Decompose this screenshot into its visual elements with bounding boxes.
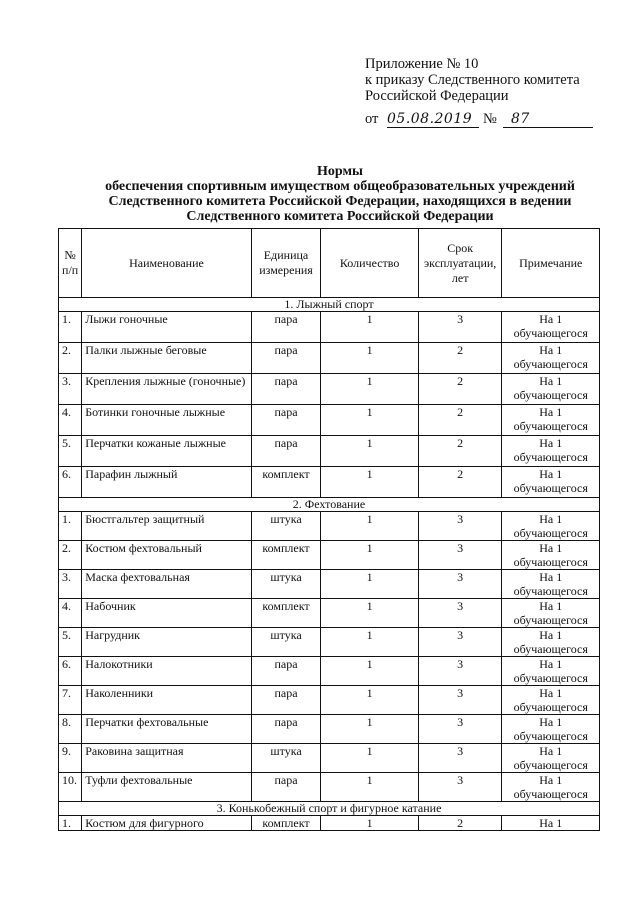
cell-num: 1.	[59, 816, 82, 831]
cell-life: 3	[418, 744, 502, 773]
cell-num: 4.	[59, 599, 82, 628]
cell-note: На 1 обучающегося	[502, 512, 600, 541]
table-row	[59, 541, 600, 570]
cell-qty: 1	[321, 405, 419, 436]
cell-num: 3.	[59, 374, 82, 405]
cell-note: На 1 обучающегося	[502, 715, 600, 744]
cell-qty: 1	[321, 467, 419, 498]
cell-num: 7.	[59, 686, 82, 715]
norms-table	[58, 228, 600, 831]
table-row	[59, 628, 600, 657]
table-row	[59, 816, 600, 831]
cell-num: 2.	[59, 541, 82, 570]
cell-qty: 1	[321, 374, 419, 405]
cell-unit: пара	[251, 343, 321, 374]
header-note: Примечание	[502, 229, 600, 298]
section-title: 2. Фехтование	[59, 498, 600, 512]
cell-life: 3	[418, 628, 502, 657]
header-qty: Количество	[321, 229, 419, 298]
cell-unit: пара	[251, 686, 321, 715]
cell-name: Костюм для фигурного	[82, 816, 251, 831]
header-name: Наименование	[82, 229, 251, 298]
cell-num: 1.	[59, 312, 82, 343]
cell-note: На 1 обучающегося	[502, 773, 600, 802]
cell-unit: комплект	[251, 599, 321, 628]
number-field	[503, 111, 593, 128]
table-row	[59, 436, 600, 467]
table-row	[59, 312, 600, 343]
cell-note: На 1	[502, 816, 600, 831]
cell-name: Налокотники	[82, 657, 251, 686]
cell-life: 3	[418, 599, 502, 628]
cell-qty: 1	[321, 773, 419, 802]
section-title: 1. Лыжный спорт	[59, 298, 600, 312]
annex-date-line	[365, 111, 595, 129]
cell-life: 3	[418, 657, 502, 686]
document-title	[40, 164, 640, 224]
cell-name: Бюстгальтер защитный	[82, 512, 251, 541]
cell-unit: пара	[251, 657, 321, 686]
cell-num: 6.	[59, 657, 82, 686]
cell-num: 5.	[59, 436, 82, 467]
table-row	[59, 744, 600, 773]
cell-num: 6.	[59, 467, 82, 498]
cell-life: 2	[418, 467, 502, 498]
table-row	[59, 467, 600, 498]
cell-unit: пара	[251, 405, 321, 436]
table-row	[59, 686, 600, 715]
cell-life: 3	[418, 512, 502, 541]
cell-life: 2	[418, 343, 502, 374]
cell-life: 2	[418, 374, 502, 405]
title-line-2: обеспечения спортивным имуществом общеобразовательных учреждений	[105, 179, 575, 194]
cell-name: Туфли фехтовальные	[82, 773, 251, 802]
annex-title: Приложение № 10	[365, 56, 479, 72]
cell-unit: штука	[251, 628, 321, 657]
cell-note: На 1 обучающегося	[502, 467, 600, 498]
cell-name: Маска фехтовальная	[82, 570, 251, 599]
cell-qty: 1	[321, 816, 419, 831]
table-row	[59, 599, 600, 628]
cell-qty: 1	[321, 686, 419, 715]
cell-name: Нагрудник	[82, 628, 251, 657]
annex-order-ref: к приказу Следственного комитета	[365, 72, 580, 88]
cell-unit: пара	[251, 715, 321, 744]
cell-note: На 1 обучающегося	[502, 343, 600, 374]
cell-note: На 1 обучающегося	[502, 744, 600, 773]
cell-num: 10.	[59, 773, 82, 802]
annex-org: Российской Федерации	[365, 88, 509, 104]
date-handwritten: 05.08.2019	[387, 111, 473, 127]
header-unit: Единица измерения	[251, 229, 321, 298]
cell-qty: 1	[321, 312, 419, 343]
cell-qty: 1	[321, 436, 419, 467]
cell-qty: 1	[321, 599, 419, 628]
cell-life: 3	[418, 541, 502, 570]
header-num: № п/п	[59, 229, 82, 298]
section-row	[59, 802, 600, 816]
cell-unit: пара	[251, 436, 321, 467]
cell-qty: 1	[321, 744, 419, 773]
section-row	[59, 498, 600, 512]
cell-name: Костюм фехтовальный	[82, 541, 251, 570]
cell-life: 3	[418, 570, 502, 599]
cell-qty: 1	[321, 343, 419, 374]
number-handwritten: 87	[511, 111, 530, 127]
cell-unit: пара	[251, 312, 321, 343]
cell-unit: пара	[251, 374, 321, 405]
cell-num: 1.	[59, 512, 82, 541]
cell-name: Раковина защитная	[82, 744, 251, 773]
cell-num: 5.	[59, 628, 82, 657]
cell-note: На 1 обучающегося	[502, 374, 600, 405]
table-row	[59, 512, 600, 541]
date-prefix: от	[365, 111, 379, 127]
cell-life: 2	[418, 405, 502, 436]
cell-name: Перчатки фехтовальные	[82, 715, 251, 744]
title-line-4: Следственного комитета Российской Федерации	[186, 209, 494, 224]
cell-note: На 1 обучающегося	[502, 436, 600, 467]
table-row	[59, 570, 600, 599]
cell-note: На 1 обучающегося	[502, 657, 600, 686]
cell-note: На 1 обучающегося	[502, 312, 600, 343]
number-label: №	[483, 111, 497, 127]
table-row	[59, 405, 600, 436]
cell-note: На 1 обучающегося	[502, 405, 600, 436]
cell-unit: комплект	[251, 541, 321, 570]
cell-name: Наколенники	[82, 686, 251, 715]
cell-unit: комплект	[251, 467, 321, 498]
cell-note: На 1 обучающегося	[502, 599, 600, 628]
cell-num: 4.	[59, 405, 82, 436]
table-row	[59, 343, 600, 374]
table-header-row	[59, 229, 600, 298]
cell-qty: 1	[321, 512, 419, 541]
cell-life: 2	[418, 436, 502, 467]
header-life: Срок эксплуатации, лет	[418, 229, 502, 298]
cell-unit: штука	[251, 570, 321, 599]
cell-name: Лыжи гоночные	[82, 312, 251, 343]
cell-life: 3	[418, 715, 502, 744]
cell-qty: 1	[321, 541, 419, 570]
cell-life: 3	[418, 686, 502, 715]
cell-name: Перчатки кожаные лыжные	[82, 436, 251, 467]
cell-note: На 1 обучающегося	[502, 570, 600, 599]
cell-life: 2	[418, 816, 502, 831]
cell-qty: 1	[321, 628, 419, 657]
title-line-3: Следственного комитета Российской Федерации, находящихся в ведении	[108, 194, 572, 209]
section-title: 3. Конькобежный спорт и фигурное катание	[59, 802, 600, 816]
cell-qty: 1	[321, 657, 419, 686]
cell-unit: штука	[251, 744, 321, 773]
cell-note: На 1 обучающегося	[502, 686, 600, 715]
date-field	[387, 111, 479, 128]
cell-num: 8.	[59, 715, 82, 744]
cell-num: 3.	[59, 570, 82, 599]
table-body	[59, 298, 600, 831]
section-row	[59, 298, 600, 312]
table-row	[59, 715, 600, 744]
cell-unit: пара	[251, 773, 321, 802]
cell-qty: 1	[321, 715, 419, 744]
cell-name: Парафин лыжный	[82, 467, 251, 498]
cell-num: 9.	[59, 744, 82, 773]
cell-name: Палки лыжные беговые	[82, 343, 251, 374]
table-row	[59, 657, 600, 686]
cell-life: 3	[418, 773, 502, 802]
annex-block	[365, 56, 580, 104]
cell-unit: штука	[251, 512, 321, 541]
cell-name: Крепления лыжные (гоночные)	[82, 374, 251, 405]
table-row	[59, 374, 600, 405]
cell-num: 2.	[59, 343, 82, 374]
cell-name: Ботинки гоночные лыжные	[82, 405, 251, 436]
cell-note: На 1 обучающегося	[502, 541, 600, 570]
title-line-1: Нормы	[317, 164, 363, 179]
cell-life: 3	[418, 312, 502, 343]
cell-note: На 1 обучающегося	[502, 628, 600, 657]
cell-unit: комплект	[251, 816, 321, 831]
table-row	[59, 773, 600, 802]
cell-name: Набочник	[82, 599, 251, 628]
cell-qty: 1	[321, 570, 419, 599]
